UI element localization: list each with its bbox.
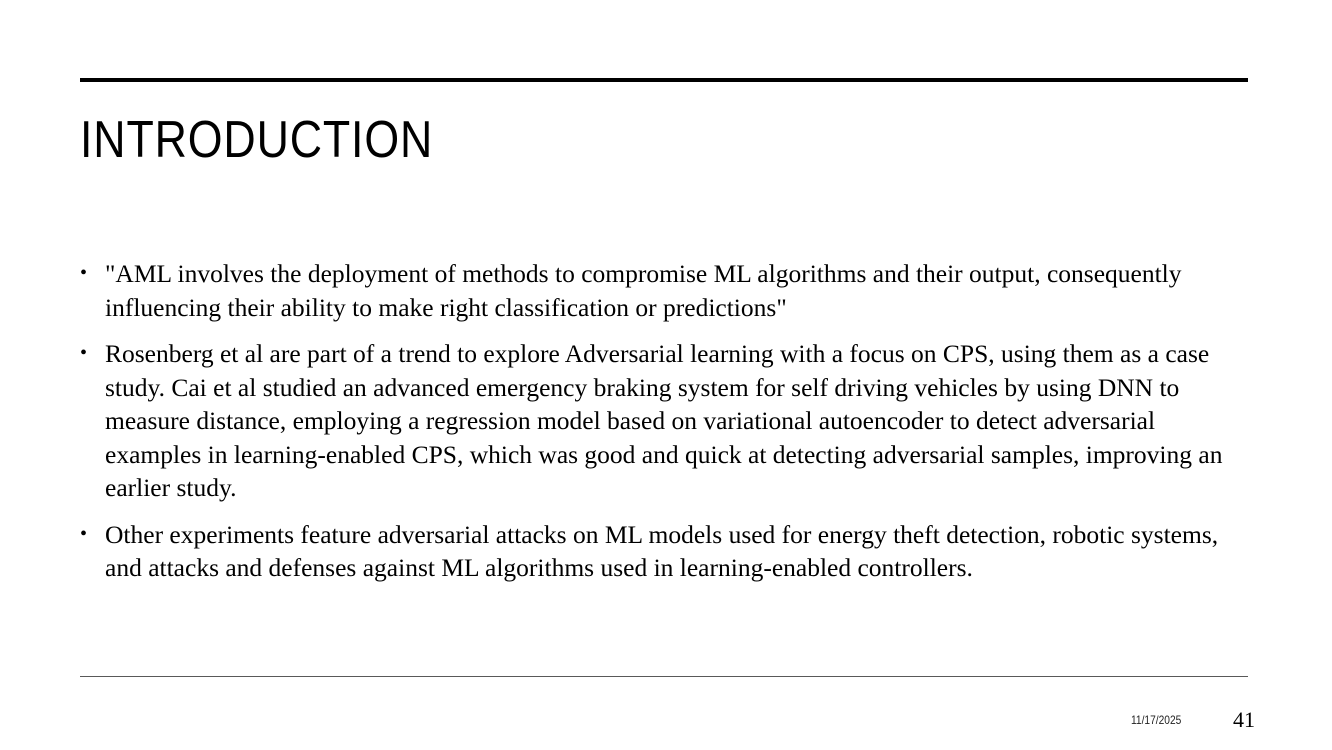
bullet-item-other-experiments xyxy=(80,518,1255,585)
bullet-text: Other experiments feature adversarial attacks on ML models used for energy theft detection, robotic systems, and attacks and defenses against ML algorithms used in learning-enabled controllers. xyxy=(105,519,1219,582)
footer-date: 11/17/2025 xyxy=(1131,713,1182,727)
footer-rule xyxy=(80,676,1248,677)
bullet-icon: • xyxy=(80,522,88,545)
title-top-rule xyxy=(80,78,1248,82)
bullet-text: "AML involves the deployment of methods to compromise ML algorithms and their output, consequently influencing their ability to make right classification or predictions" xyxy=(105,259,1182,322)
bullet-icon: • xyxy=(80,262,88,284)
bullet-list xyxy=(80,257,1255,598)
bullet-text: Rosenberg et al are part of a trend to explore Adversarial learning with a focus on CPS, using them as a case study. Cai et al studied an advanced emergency braking system for self driving vehicles by using DNN to measure distance, employing a regression model based on variational autoencoder to detect adversarial examples in learning-enabled CPS, which was good and quick at detecting adversarial samples, improving an earlier study. xyxy=(105,339,1223,502)
slide-title: INTRODUCTION xyxy=(80,111,434,169)
bullet-item-aml-definition xyxy=(80,257,1255,324)
bullet-item-related-work xyxy=(80,337,1255,505)
bullet-icon: • xyxy=(80,342,88,364)
page-number: 41 xyxy=(1233,707,1255,732)
